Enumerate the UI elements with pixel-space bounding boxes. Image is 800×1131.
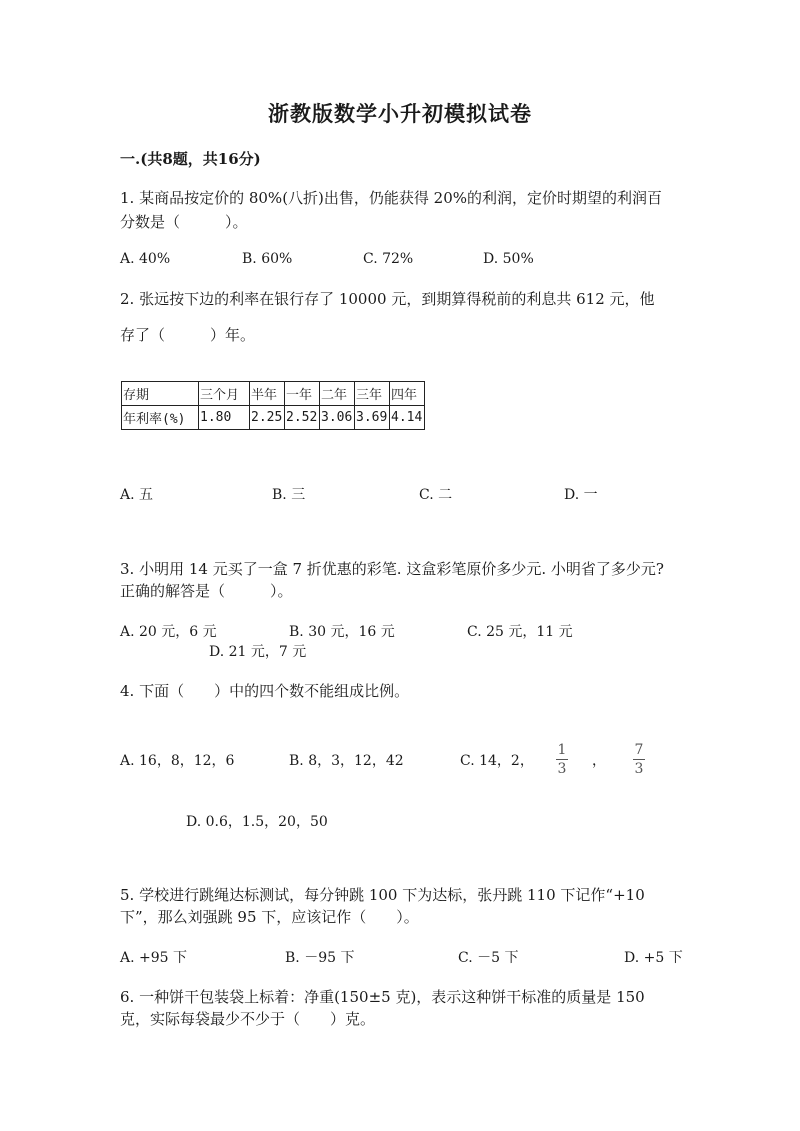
fraction-seven-thirds: [633, 742, 645, 777]
question-3-line-1: 3. 小明用 14 元买了一盒 7 折优惠的彩笔. 这盒彩笔原价多少元. 小明省了多少元?: [120, 560, 664, 578]
table-cell: 1.80: [199, 406, 250, 430]
question-4-line-1: 4. 下面（ ）中的四个数不能组成比例。: [120, 682, 410, 700]
question-6-line-1: 6. 一种饼干包装袋上标着：净重(150±5 克)，表示这种饼干标准的质量是 150: [120, 988, 645, 1006]
question-3-option-d[interactable]: D. 21 元，7 元: [209, 644, 307, 660]
question-2-option-d[interactable]: D. 一: [564, 487, 598, 503]
table-cell: 四年: [390, 382, 425, 406]
table-cell: 3.69: [355, 406, 390, 430]
table-header-row: [122, 382, 425, 406]
question-4-option-b[interactable]: B. 8，3，12，42: [289, 753, 404, 769]
question-3-option-c[interactable]: C. 25 元，11 元: [467, 624, 573, 640]
table-cell: 三个月: [199, 382, 250, 406]
question-4-option-d[interactable]: D. 0.6，1.5，20，50: [186, 814, 328, 830]
question-2-option-a[interactable]: A. 五: [120, 487, 154, 503]
fraction-bar: [633, 759, 645, 760]
table-cell: 2.52: [285, 406, 320, 430]
fraction-one-third: [556, 742, 568, 777]
table-cell: 三年: [355, 382, 390, 406]
question-5-option-a[interactable]: A. +95 下: [120, 950, 188, 966]
fraction-numerator: 1: [557, 742, 567, 758]
question-2-option-c[interactable]: C. 二: [419, 487, 453, 503]
question-1-option-a[interactable]: A. 40%: [120, 251, 171, 267]
question-1-option-d[interactable]: D. 50%: [483, 251, 534, 267]
table-cell: 2.25: [250, 406, 285, 430]
table-row: [122, 406, 425, 430]
table-cell: 存期: [122, 382, 199, 406]
table-cell: 半年: [250, 382, 285, 406]
table-cell: 4.14: [390, 406, 425, 430]
question-4-option-c[interactable]: C. 14，2，: [460, 753, 534, 769]
question-5-line-1: 5. 学校进行跳绳达标测试，每分钟跳 100 下为达标，张丹跳 110 下记作“+10: [120, 886, 645, 904]
question-3-option-a[interactable]: A. 20 元，6 元: [120, 624, 217, 640]
question-5-line-2: 下”，那么刘强跳 95 下，应该记作（ ）。: [120, 908, 419, 926]
question-1-option-b[interactable]: B. 60%: [242, 251, 293, 267]
question-3-option-b[interactable]: B. 30 元，16 元: [289, 624, 395, 640]
question-2-option-b[interactable]: B. 三: [272, 487, 306, 503]
question-1-option-c[interactable]: C. 72%: [363, 251, 414, 267]
fraction-numerator: 7: [634, 742, 644, 758]
table-cell: 年利率(%): [122, 406, 199, 430]
question-1-line-2: 分数是（ ）。: [120, 213, 248, 231]
question-2-line-2: 存了（ ）年。: [120, 326, 256, 344]
question-4-option-a[interactable]: A. 16，8，12，6: [120, 753, 235, 769]
table-cell: 二年: [320, 382, 355, 406]
fraction-bar: [556, 759, 568, 760]
question-6-line-2: 克，实际每袋最少不少于（ ）克。: [120, 1010, 376, 1028]
fraction-denominator: 3: [634, 761, 644, 777]
table-cell: 3.06: [320, 406, 355, 430]
page-title: 浙教版数学小升初模拟试卷: [268, 101, 532, 126]
question-1-line-1: 1. 某商品按定价的 80%(八折)出售，仍能获得 20%的利润，定价时期望的利润百: [120, 189, 663, 207]
question-2-line-1: 2. 张远按下边的利率在银行存了 10000 元，到期算得税前的利息共 612 元，他: [120, 290, 655, 308]
interest-rate-table: [121, 381, 425, 430]
question-5-option-c[interactable]: C. －5 下: [458, 950, 519, 966]
section-heading: 一.(共8题，共16分): [120, 150, 261, 168]
question-5-option-b[interactable]: B. －95 下: [285, 950, 355, 966]
question-3-line-2: 正确的解答是（ ）。: [120, 582, 293, 600]
fraction-denominator: 3: [557, 761, 567, 777]
option-separator: ，: [592, 753, 606, 769]
table-cell: 一年: [285, 382, 320, 406]
question-5-option-d[interactable]: D. +5 下: [624, 950, 683, 966]
